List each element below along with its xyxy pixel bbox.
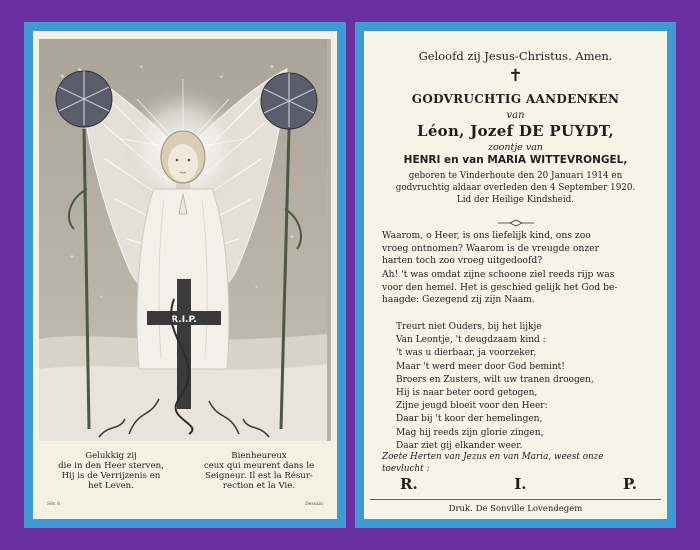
svg-text:✦: ✦ [289,233,295,241]
poem-line: 't was u dierbaar, ja voorzeker, [396,348,537,359]
bio-line: Lid der Heilige Kindsheid. [456,195,575,205]
series-mark: Sér. 6 [47,502,61,507]
caption-area [39,443,331,513]
van-line: van [506,110,525,121]
svg-text:✦: ✦ [254,284,260,291]
caption-french-line: ceux qui meurent dans le [203,461,315,471]
paragraph-line: haagde: Gezegend zij zijn Naam. [382,294,535,305]
left-card-paper [33,31,337,519]
prayer-line: toevlucht : [382,464,430,474]
ornament-divider [364,218,667,228]
left-prayer-card [24,22,346,528]
rip-letter: R. [400,475,418,493]
prayer-line: Zoete Herten van Jezus en van Maria, weest onze [382,452,604,462]
svg-text:✦: ✦ [219,74,225,81]
zoontje-line: zoontje van [487,142,544,153]
biography [364,170,667,206]
caption-french-line: Bienheureux [231,451,287,461]
paragraph-line: vroeg ontnomen? Waarom is de vreugde onzer [382,242,599,254]
poem-line: Daar ziet gij elkander weer. [396,440,523,451]
publisher-mark: Dessain [305,502,323,507]
poem-line: Treurt niet Ouders, bij het lijkje [396,322,542,332]
caption-dutch-line: het Leven. [88,481,134,491]
right-prayer-card [355,22,676,528]
angel-drawing [39,39,327,441]
rip-letter: P. [622,475,637,493]
right-card-paper [364,31,667,519]
paragraph-line: Waarom, o Heer, is ons liefelijk kind, ons zoo [382,230,591,241]
caption-french [191,451,327,491]
poem-line: Broers en Zusters, wilt uw tranen droogen, [396,374,594,385]
svg-text:✦: ✦ [269,63,275,71]
paragraph-line: voor den hemel. Het is geschied gelijk het God be- [382,281,618,293]
caption-dutch-line: Hij is de Verrijzenis en [61,471,161,481]
angel-illustration [39,39,331,441]
caption-french-line: Seigneur. Il est la Résur- [205,471,313,481]
paragraph-question [382,230,659,268]
paragraph-line: Ah! 't was omdat zijne schoone ziel reeds rijp was [382,269,615,280]
parents-names: HENRI en van MARIA WITTEVRONGEL, [403,154,628,166]
memorial-text [364,31,667,519]
closing-prayer [382,451,659,475]
svg-text:✦: ✦ [59,72,66,81]
poem-line: Hij is naar beter oord getogen, [396,388,538,399]
poem-line: Daar bij 't koor der hemelingen, [396,414,543,425]
poem-line: Zijne jeugd bloeit voor den Heer: [396,401,548,412]
printer-credit: Druk. De Sonville Lovendegem [370,499,661,514]
rip-letter: I. [514,475,527,493]
bio-line: geboren te Vinderhoute den 20 Januari 1914 en [408,171,623,181]
svg-text:✦: ✦ [99,294,105,301]
poem [396,321,594,453]
caption-dutch [43,451,179,491]
deceased-name: Léon, Jozef DE PUYDT, [416,122,615,140]
card-title: GODVRUCHTIG AANDENKEN [411,92,620,106]
cross-inscription: R.I.P. [171,315,197,325]
cross-icon: ✝ [508,66,523,86]
header-line: Geloofd zij Jesus-Christus. Amen. [418,49,613,63]
rip-letters [400,475,637,493]
svg-text:✦: ✦ [69,253,75,261]
caption-french-line: rection et la Vie. [222,481,296,491]
caption-dutch-line: Gelukkig zij [85,451,137,461]
poem-line: Van Leontje, 't deugdzaam kind : [396,335,546,346]
bio-line: godvruchtig aldaar overleden den 4 September 1920. [395,183,636,193]
caption-dutch-line: die in den Heer sterven, [58,461,164,471]
paragraph-line: harten toch zoo vroeg uitgedoofd? [382,255,543,266]
poem-line: Maar 't werd meer door God bemint! [396,361,565,372]
paragraph-answer [382,269,659,307]
svg-text:✦: ✦ [139,64,145,71]
poem-line: Mag hij reeds zijn glorie zingen, [396,427,544,438]
